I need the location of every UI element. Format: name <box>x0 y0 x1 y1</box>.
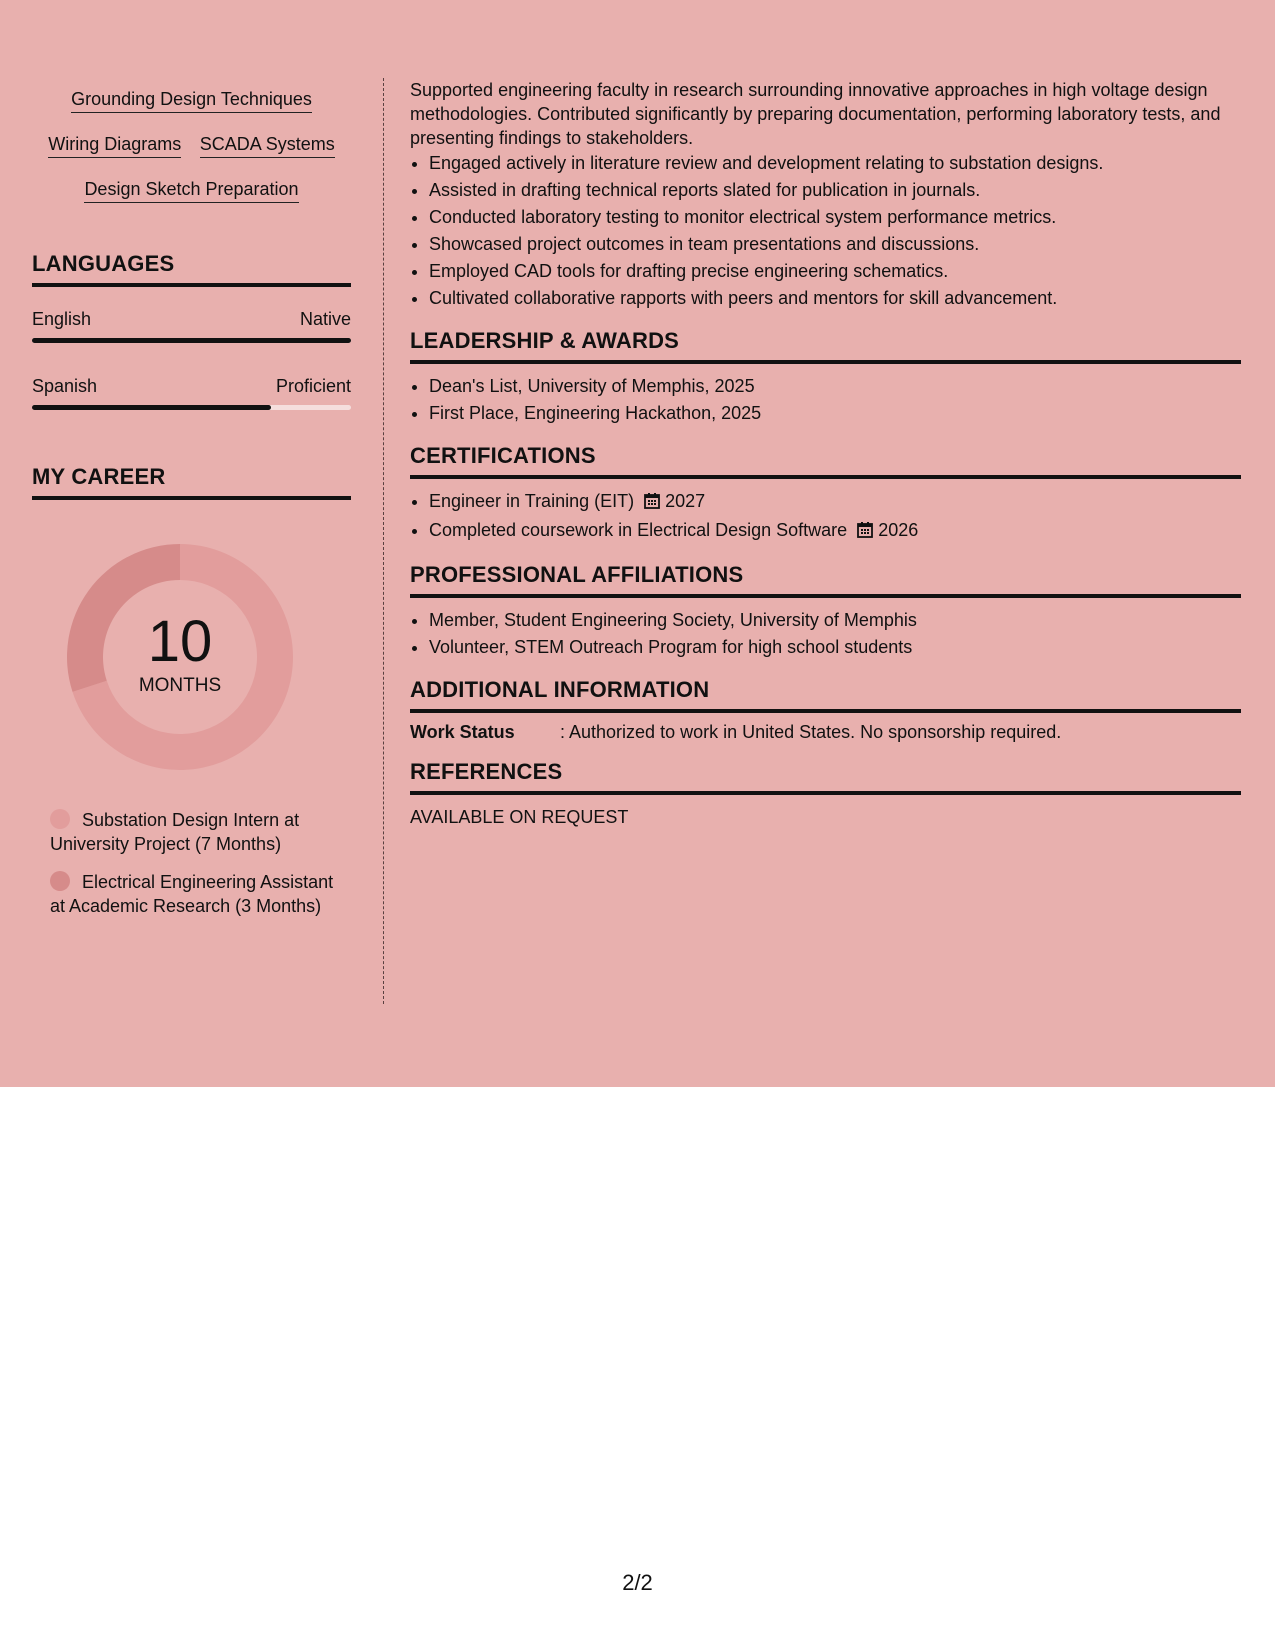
language-bar-fill <box>32 338 351 343</box>
skill-tag: Design Sketch Preparation <box>84 177 298 203</box>
language-bar-fill <box>32 405 271 410</box>
career-section <box>32 464 351 918</box>
legend-label: Substation Design Intern at University Project (7 Months) <box>50 810 300 854</box>
skill-tag: Grounding Design Techniques <box>71 87 312 113</box>
skill-tag: SCADA Systems <box>200 132 335 158</box>
work-status-label: Work Status <box>410 722 515 742</box>
certification-item <box>429 517 1241 546</box>
language-bar <box>32 405 351 410</box>
experience-bullet: • Employed CAD tools for drafting precise engineering schematics. <box>429 258 1241 285</box>
affiliations-section <box>410 562 1241 661</box>
leadership-title: LEADERSHIP & AWARDS <box>410 328 1241 364</box>
work-status-row <box>410 722 1241 743</box>
right-column <box>410 78 1241 828</box>
leadership-item: • First Place, Engineering Hackathon, 2025 <box>429 400 1241 427</box>
skills-list <box>32 78 351 213</box>
experience-intro: Supported engineering faculty in research surrounding innovative approaches in high voltage design methodologies. Contributed significantly by preparing documentation, performing laboratory tests, and presenting findings to stakeholders. <box>410 80 1221 148</box>
certification-name: Completed coursework in Electrical Design Software <box>429 520 848 540</box>
languages-section <box>32 251 351 410</box>
calendar-icon <box>644 490 660 517</box>
career-unit: MONTHS <box>138 675 222 696</box>
certification-year: 2026 <box>878 520 919 540</box>
language-row <box>32 309 351 330</box>
legend-dot <box>50 871 70 891</box>
work-status-value: : Authorized to work in United States. No sponsorship required. <box>560 722 1062 742</box>
certifications-title: CERTIFICATIONS <box>410 443 1241 479</box>
references-section <box>410 759 1241 828</box>
experience-bullet: • Showcased project outcomes in team presentations and discussions. <box>429 231 1241 258</box>
references-text: AVAILABLE ON REQUEST <box>410 807 629 827</box>
certifications-section <box>410 443 1241 546</box>
certifications-list <box>410 488 1241 546</box>
language-row <box>32 376 351 397</box>
career-donut <box>65 542 295 772</box>
affiliations-title: PROFESSIONAL AFFILIATIONS <box>410 562 1241 598</box>
leadership-section <box>410 328 1241 427</box>
experience-bullets <box>410 150 1241 312</box>
references-title: REFERENCES <box>410 759 1241 795</box>
certification-name: Engineer in Training (EIT) <box>429 491 635 511</box>
experience-bullet: • Assisted in drafting technical reports slated for publication in journals. <box>429 177 1241 204</box>
language-level: Proficient <box>275 376 351 396</box>
affiliation-item: • Volunteer, STEM Outreach Program for high school students <box>429 634 1241 661</box>
career-legend <box>50 808 335 918</box>
experience-section <box>410 78 1241 312</box>
language-level: Native <box>299 309 351 329</box>
legend-item <box>50 870 335 918</box>
affiliations-list <box>410 607 1241 661</box>
affiliation-item: • Member, Student Engineering Society, University of Memphis <box>429 607 1241 634</box>
skill-tag: Wiring Diagrams <box>48 132 181 158</box>
languages-title: LANGUAGES <box>32 251 351 287</box>
left-column <box>32 78 351 932</box>
donut-center <box>65 542 295 772</box>
additional-title: ADDITIONAL INFORMATION <box>410 677 1241 713</box>
career-title: MY CAREER <box>32 464 351 500</box>
additional-section <box>410 677 1241 743</box>
language-name: English <box>32 309 92 329</box>
certification-year: 2027 <box>665 491 706 511</box>
legend-label: Electrical Engineering Assistant at Academic Research (3 Months) <box>50 872 334 916</box>
page-number: 2/2 <box>622 1570 653 1595</box>
experience-bullet: • Cultivated collaborative rapports with peers and mentors for skill advancement. <box>429 285 1241 312</box>
calendar-icon <box>857 519 873 546</box>
certification-item <box>429 488 1241 517</box>
leadership-list <box>410 373 1241 427</box>
language-name: Spanish <box>32 376 98 396</box>
column-divider <box>383 78 384 1004</box>
language-bar <box>32 338 351 343</box>
career-total: 10 <box>147 609 213 674</box>
leadership-item: • Dean's List, University of Memphis, 2025 <box>429 373 1241 400</box>
experience-bullet: • Conducted laboratory testing to monitor electrical system performance metrics. <box>429 204 1241 231</box>
legend-dot <box>50 809 70 829</box>
legend-item <box>50 808 335 856</box>
experience-bullet: • Engaged actively in literature review and development relating to substation designs. <box>429 150 1241 177</box>
